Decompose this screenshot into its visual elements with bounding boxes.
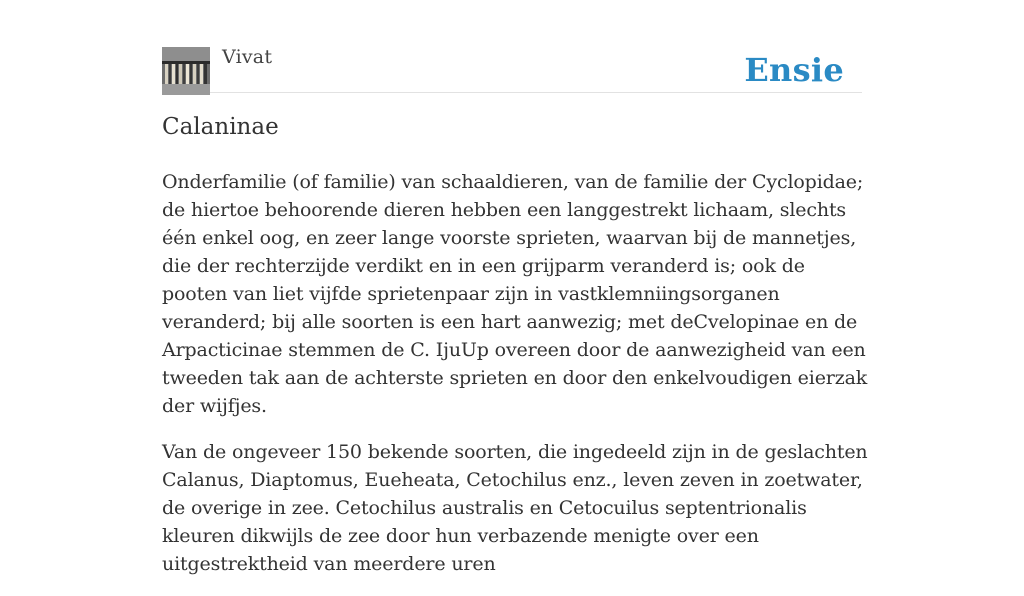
author-avatar[interactable] xyxy=(162,47,210,95)
author-name[interactable]: Vivat xyxy=(222,46,273,68)
page-title: Calaninae xyxy=(162,114,279,140)
bookshelf-avatar-icon xyxy=(162,47,210,95)
site-logo[interactable]: Ensie xyxy=(744,51,844,89)
article-paragraph: Van de ongeveer 150 bekende soorten, die ingedeeld zijn in de geslachten Calanus, Diaptomus, Eueheata, Cetochilus enz., leven zeven in zoetwater, de overige in zee. Cetochilus australis en Cetocuilus septentrionalis kleuren dikwijls de zee door hun verbazende menigte over een uitgestrektheid van meerdere uren xyxy=(162,441,868,575)
header xyxy=(162,44,862,93)
article-paragraph: Onderfamilie (of familie) van schaaldieren, van de familie der Cyclopidae; de hiertoe behoorende dieren hebben een langgestrekt lichaam, slechts één enkel oog, en zeer lange voorste sprieten, waarvan bij de mannetjes, die der rechterzijde verdikt en in een grijparm veranderd is; ook de pooten van liet vijfde sprietenpaar zijn in vastklemniingsorganen veranderd; bij alle soorten is een hart aanwezig; met deCvelopinae en de Arpacticinae stemmen de C. IjuUp overeen door de aanwezigheid van een tweeden tak aan de achterste sprieten en door den enkelvoudigen eierzak der wijfjes. xyxy=(162,171,868,417)
article-body xyxy=(162,168,868,596)
